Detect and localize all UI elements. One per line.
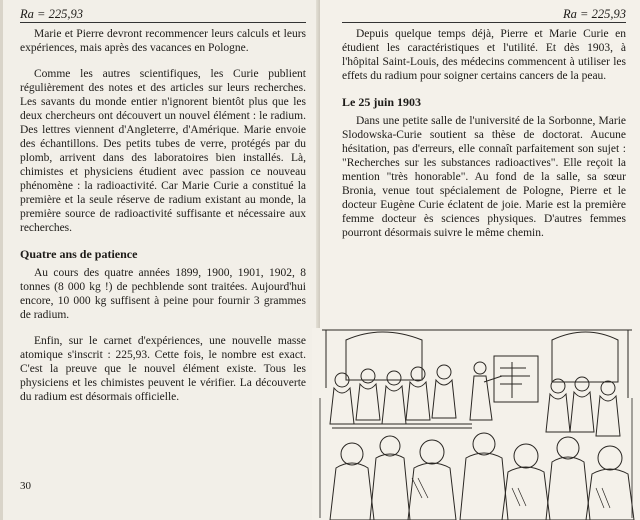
thesis-defense-illustration [312,328,640,520]
section-heading: Le 25 juin 1903 [342,95,422,109]
paragraph: Marie et Pierre devront recommencer leurs calculs et leurs expériences, mais après des vacances en Pologne. [20,28,306,54]
paragraph: Comme les autres scientifiques, les Curie publient régulièrement des notes et des articles sur leurs recherches. Les savants du monde entier n'ignorent bientôt plus que les deux chercheurs ont découvert un nouvel élément : le radium. Des lettres viennent d'Angleterre, d'Amérique. Marie envoie des échantillons. Des petits tubes de verre, protégés par du plomb, arrivent dans des laboratoires bien installés. Là, chimistes et physiciens étudient avec passion ce nouveau phénomène : la radioactivité. Car Marie Curie a constitué la première et la seule réserve de radium existant au monde, la première source de radioactivité suffisante et nécessaire aux recherches. [20,68,306,234]
running-header-left: Ra = 225,93 [20,6,306,23]
running-header-right: Ra = 225,93 [342,6,626,23]
section-heading: Quatre ans de patience [20,247,138,261]
paragraph: Dans une petite salle de l'université de la Sorbonne, Marie Slodowska-Curie soutient sa thèse de doctorat. Aucune hésitation, pas d'erreurs, elle connaît parfaitement son sujet : "Recherches sur les substances radioactives". Elle reçoit la mention "très honorable". Au fond de la salle, sa sœur Bronia, venue tout spécialement de Pologne, Pierre et le docteur Eugène Curie éclatent de joie. Marie est la première femme docteur ès sciences physiques. D'autres femmes pourront désormais suivre le même chemin. [342,115,626,239]
paragraph: Enfin, sur le carnet d'expériences, une nouvelle masse atomique s'inscrit : 225,93. Cette fois, le nombre est exact. C'est la preuve que le nouvel élément existe. Tous les physiciens et les chimistes peuvent le vérifier. La découverte du radium est désormais officielle. [20,335,306,403]
page-edge [0,0,3,520]
paragraph: Au cours des quatre années 1899, 1900, 1901, 1902, 8 tonnes (8 000 kg !) de pechblende sont traitées. Aujourd'hui encore, 10 000 kg suffisent à peine pour fournir 3 grammes de radium. [20,267,306,321]
page-number: 30 [20,480,31,492]
paragraph: Depuis quelque temps déjà, Pierre et Marie Curie en étudient les caractéristiques et l'utilité. Et dès 1903, à l'hôpital Saint-Louis, des médecins commencent à utiliser les effets du radium pour soigner certains cancers de la peau. [342,28,626,82]
